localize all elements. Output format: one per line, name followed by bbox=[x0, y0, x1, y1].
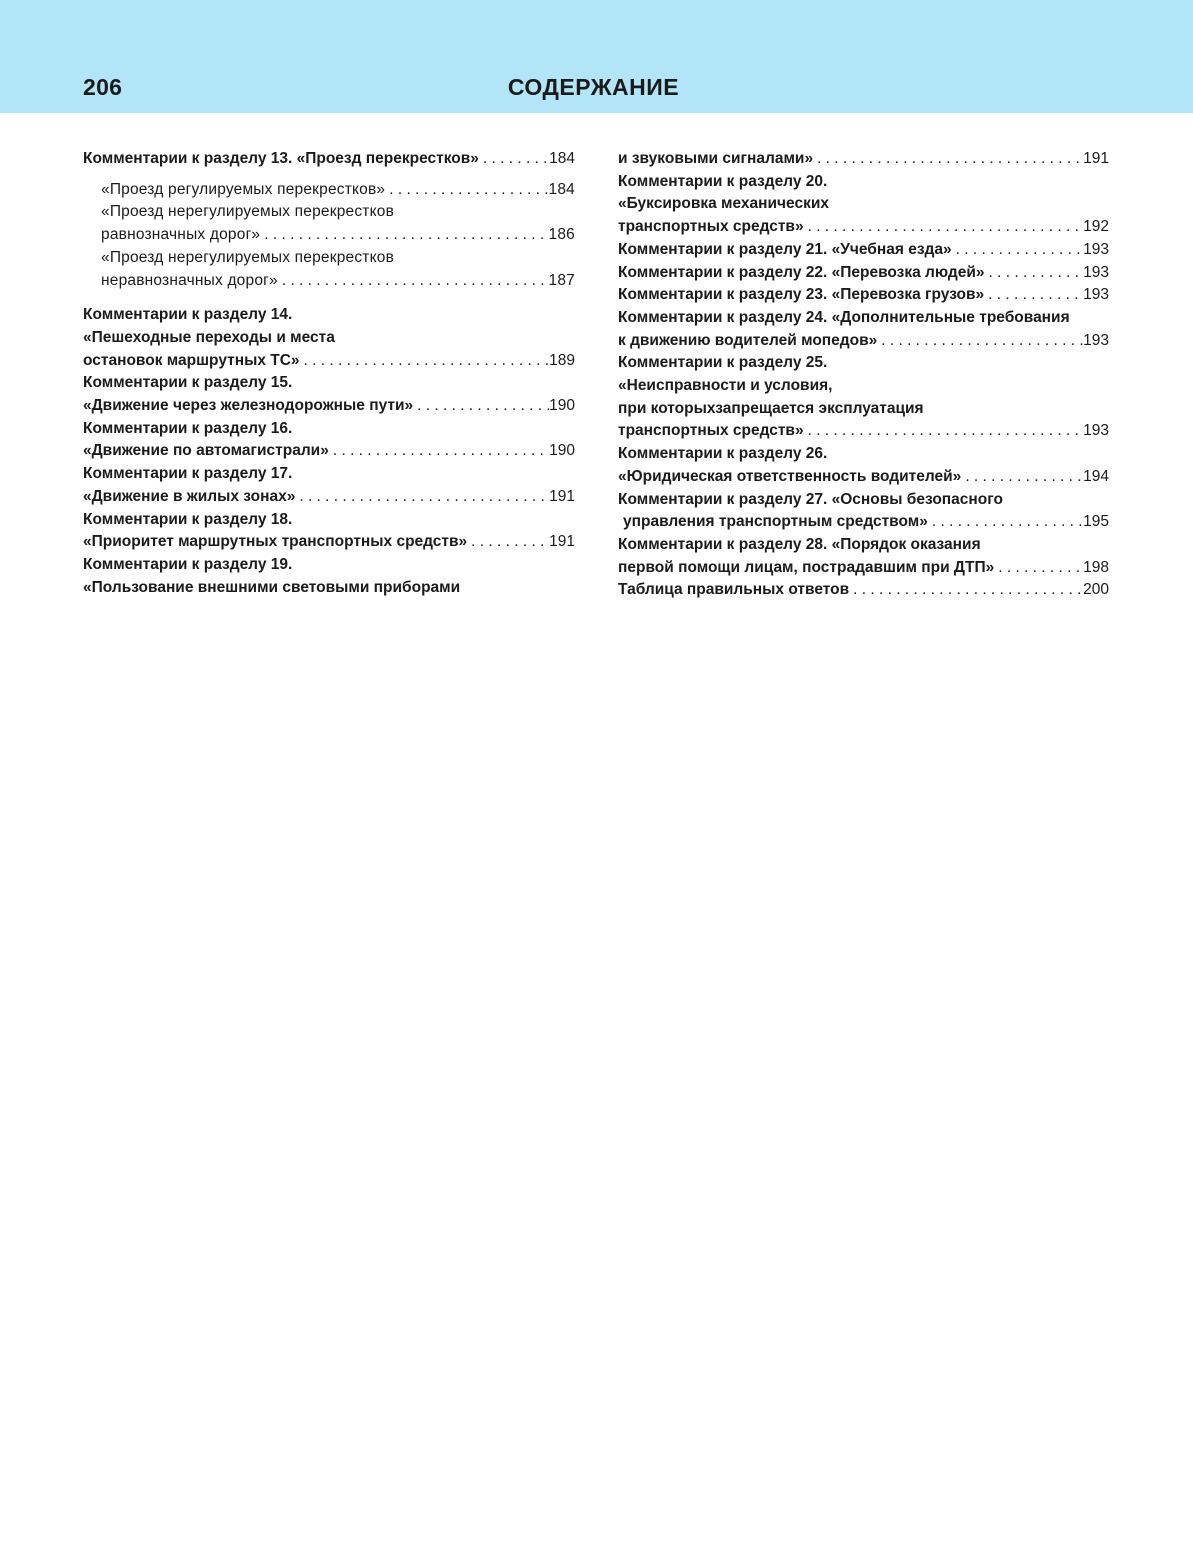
toc-subentry[interactable] bbox=[83, 224, 575, 247]
toc-entry[interactable] bbox=[83, 395, 575, 418]
toc-entry-line bbox=[618, 193, 1109, 216]
toc-entry-text: «Проезд нерегулируемых перекрестков bbox=[101, 248, 395, 266]
toc-subentry[interactable] bbox=[83, 179, 575, 202]
toc-entry-text: Комментарии к разделу 24. «Дополнительные требования bbox=[618, 308, 1070, 326]
toc-entry[interactable] bbox=[618, 262, 1109, 285]
toc-entry-text: равнозначных дорог» bbox=[101, 226, 261, 244]
dot-leader bbox=[961, 466, 1083, 489]
toc-entry-line bbox=[618, 375, 1109, 398]
toc-entry-text: Комментарии к разделу 16. bbox=[83, 419, 293, 437]
toc-entry-text: Комментарии к разделу 27. «Основы безопасного bbox=[618, 490, 1003, 508]
toc-entry-text: Комментарии к разделу 14. bbox=[83, 306, 293, 324]
toc-entry-text: при которыхзапрещается эксплуатация bbox=[618, 399, 924, 417]
toc-page-number: 189 bbox=[549, 351, 575, 369]
toc-entry-line bbox=[618, 352, 1109, 375]
toc-entry-text: «Пользование внешними световыми приборами bbox=[83, 578, 461, 596]
toc-page-number: 194 bbox=[1083, 467, 1109, 485]
toc-page-number: 191 bbox=[549, 533, 575, 551]
toc-page-number: 193 bbox=[1083, 422, 1109, 440]
toc-page-number: 193 bbox=[1083, 240, 1109, 258]
dot-leader bbox=[467, 531, 549, 554]
toc-subentry[interactable] bbox=[83, 270, 575, 293]
toc-entry[interactable] bbox=[83, 350, 575, 373]
toc-entry[interactable] bbox=[618, 557, 1109, 580]
header-band bbox=[0, 0, 1193, 113]
toc-entry[interactable] bbox=[618, 284, 1109, 307]
toc-page-number: 187 bbox=[548, 271, 575, 289]
toc-page-number: 192 bbox=[1083, 218, 1109, 236]
toc-entry[interactable] bbox=[83, 486, 575, 509]
toc-entry[interactable] bbox=[83, 440, 575, 463]
toc-entry-text: транспортных средств» bbox=[618, 218, 804, 236]
toc-entry-line bbox=[618, 398, 1109, 421]
dot-leader bbox=[385, 179, 548, 202]
toc-entry-text: «Движение через железнодорожные пути» bbox=[83, 397, 414, 415]
toc-entry-line bbox=[618, 307, 1109, 330]
toc-entry[interactable] bbox=[618, 148, 1109, 171]
toc-entry-text: «Проезд нерегулируемых перекрестков bbox=[101, 203, 395, 221]
toc-entry[interactable] bbox=[618, 239, 1109, 262]
toc-entry-text: управления транспортным средством» bbox=[623, 513, 928, 531]
dot-leader bbox=[928, 511, 1083, 534]
toc-subentry-line bbox=[83, 247, 575, 270]
toc-entry-line bbox=[618, 171, 1109, 194]
page-title: СОДЕРЖАНИЕ bbox=[507, 74, 680, 100]
toc-entry-text: Комментарии к разделу 28. «Порядок оказания bbox=[618, 535, 981, 553]
toc-entry-text: «Юридическая ответственность водителей» bbox=[618, 467, 962, 485]
dot-leader bbox=[849, 579, 1083, 602]
toc-entry[interactable] bbox=[618, 420, 1109, 443]
toc-entry-text: «Пешеходные переходы и места bbox=[83, 328, 335, 346]
toc-page-number: 193 bbox=[1083, 331, 1109, 349]
dot-leader bbox=[260, 224, 548, 247]
dot-leader bbox=[994, 557, 1083, 580]
dot-leader bbox=[877, 330, 1083, 353]
toc-page-number: 193 bbox=[1083, 263, 1109, 281]
toc-entry-line bbox=[83, 372, 575, 395]
dot-leader bbox=[295, 486, 549, 509]
toc-page-number: 200 bbox=[1083, 581, 1109, 599]
dot-leader bbox=[985, 262, 1084, 285]
toc-entry-text: Комментарии к разделу 23. «Перевозка грузов» bbox=[618, 286, 985, 304]
dot-leader bbox=[952, 239, 1084, 262]
toc-entry[interactable] bbox=[83, 148, 575, 171]
toc-page-number: 191 bbox=[549, 487, 575, 505]
dot-leader bbox=[300, 350, 550, 373]
toc-entry-line bbox=[83, 463, 575, 486]
toc-entry-text: Комментарии к разделу 21. «Учебная езда» bbox=[618, 240, 952, 258]
toc-entry-text: остановок маршрутных ТС» bbox=[83, 351, 300, 369]
toc-entry[interactable] bbox=[618, 330, 1109, 353]
toc-entry-text: неравнозначных дорог» bbox=[101, 271, 278, 289]
toc-entry-line bbox=[83, 509, 575, 532]
toc-page-number: 191 bbox=[1083, 150, 1109, 167]
dot-leader bbox=[813, 148, 1083, 171]
toc-page-number: 198 bbox=[1083, 558, 1109, 576]
toc-page-number: 190 bbox=[549, 397, 575, 415]
toc-page-number: 193 bbox=[1083, 286, 1109, 304]
toc-page-number: 184 bbox=[548, 180, 575, 198]
toc-entry-text: Комментарии к разделу 20. bbox=[618, 172, 828, 190]
toc-page-number: 195 bbox=[1083, 513, 1109, 531]
toc-entry[interactable] bbox=[618, 216, 1109, 239]
toc-entry-text: и звуковыми сигналами» bbox=[618, 150, 814, 167]
toc-entry-text: Таблица правильных ответов bbox=[618, 581, 850, 599]
toc-entry[interactable] bbox=[618, 579, 1109, 602]
toc-entry-text: Комментарии к разделу 15. bbox=[83, 374, 293, 392]
toc-entry-line bbox=[83, 304, 575, 327]
toc-right-column bbox=[618, 148, 1109, 602]
toc-entry-text: первой помощи лицам, пострадавшим при ДТП» bbox=[618, 558, 995, 576]
toc-subentry-line bbox=[83, 201, 575, 224]
toc-entry-line bbox=[618, 534, 1109, 557]
toc-left-column bbox=[83, 148, 575, 599]
toc-entry-text: к движению водителей мопедов» bbox=[618, 331, 878, 349]
toc-entry-text: Комментарии к разделу 17. bbox=[83, 465, 293, 483]
toc-entry-line bbox=[83, 327, 575, 350]
toc-entry-text: Комментарии к разделу 25. bbox=[618, 354, 828, 372]
dot-leader bbox=[278, 270, 549, 293]
toc-entry-line bbox=[83, 418, 575, 441]
toc-entry[interactable] bbox=[618, 511, 1109, 534]
toc-entry[interactable] bbox=[83, 531, 575, 554]
toc-entry-text: транспортных средств» bbox=[618, 422, 804, 440]
toc-entry-text: «Неисправности и условия, bbox=[618, 377, 833, 395]
dot-leader bbox=[804, 420, 1084, 443]
toc-entry-text: Комментарии к разделу 26. bbox=[618, 445, 828, 463]
toc-entry-line bbox=[618, 443, 1109, 466]
toc-entry-line[interactable] bbox=[83, 577, 575, 600]
toc-entry-line bbox=[618, 489, 1109, 512]
toc-entry-text: «Движение по автомагистрали» bbox=[83, 442, 329, 460]
toc-entry-text: «Приоритет маршрутных транспортных средств» bbox=[83, 533, 468, 551]
toc-entry-text: «Буксировка механических bbox=[618, 195, 829, 213]
toc-entry-text: «Движение в жилых зонах» bbox=[83, 487, 296, 505]
dot-leader bbox=[329, 440, 549, 463]
toc-page-number: 186 bbox=[548, 226, 575, 244]
toc-entry-text: Комментарии к разделу 18. bbox=[83, 510, 293, 528]
dot-leader bbox=[804, 216, 1084, 239]
toc-entry-text: Комментарии к разделу 19. bbox=[83, 555, 293, 573]
page-number: 206 bbox=[83, 74, 123, 100]
toc-page-number: 184 bbox=[549, 150, 575, 167]
dot-leader bbox=[984, 284, 1083, 307]
toc-page-number: 190 bbox=[549, 442, 575, 460]
toc-entry-text: Комментарии к разделу 13. «Проезд перекрестков» bbox=[83, 150, 479, 167]
toc-entry-line bbox=[83, 554, 575, 577]
dot-leader bbox=[479, 148, 549, 171]
toc-entry-text: «Проезд регулируемых перекрестков» bbox=[101, 180, 386, 198]
toc-entry-text: Комментарии к разделу 22. «Перевозка людей» bbox=[618, 263, 985, 281]
toc-entry[interactable] bbox=[618, 466, 1109, 489]
dot-leader bbox=[413, 395, 549, 418]
